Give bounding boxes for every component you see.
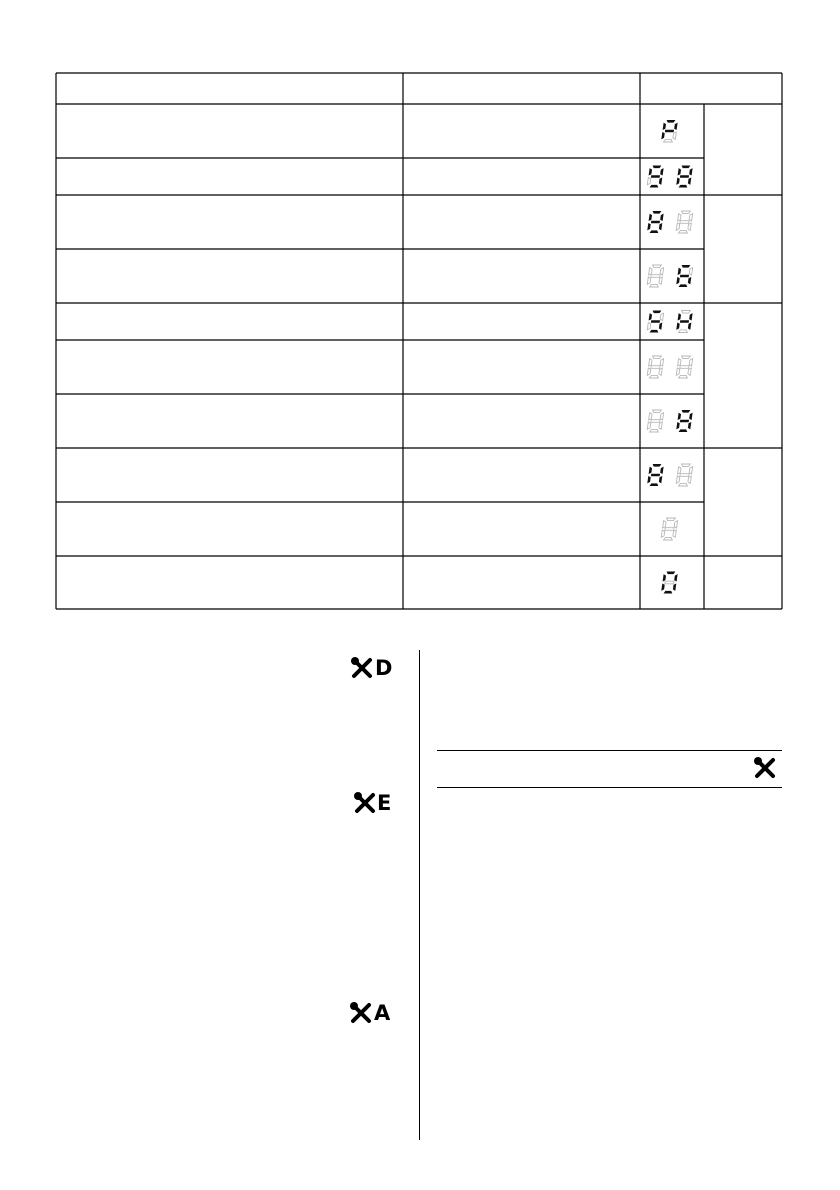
seven-segment-digit [647, 211, 664, 233]
header-rule-top [437, 750, 782, 751]
column-divider [419, 650, 420, 1140]
seven-segment-digit [661, 518, 678, 540]
seven-segment-digit [676, 410, 693, 432]
seven-segment-digit [647, 410, 664, 432]
seven-segment-digit [676, 211, 693, 233]
seven-segment-digit [647, 265, 664, 287]
seven-segment-digit [647, 166, 664, 188]
seven-segment-digit [647, 311, 664, 333]
seven-segment-digit [647, 464, 664, 486]
seven-segment-digit [661, 120, 678, 142]
seven-segment-digit [676, 166, 693, 188]
seven-segment-digit [676, 311, 693, 333]
seven-segment-digit [647, 356, 664, 378]
header-rule-bottom [437, 787, 782, 788]
wrench-screwdriver-icon [349, 1001, 373, 1025]
section-letter-a: A [374, 1001, 391, 1025]
wrench-screwdriver-icon [753, 756, 777, 780]
seven-segment-digit [676, 464, 693, 486]
section-letter-e: E [377, 791, 392, 815]
seven-segment-digit [661, 572, 678, 594]
wrench-screwdriver-icon [350, 656, 374, 680]
wrench-screwdriver-icon [353, 791, 377, 815]
seven-segment-digit [676, 265, 693, 287]
seven-segment-digit [676, 356, 693, 378]
section-letter-d: D [375, 656, 393, 680]
